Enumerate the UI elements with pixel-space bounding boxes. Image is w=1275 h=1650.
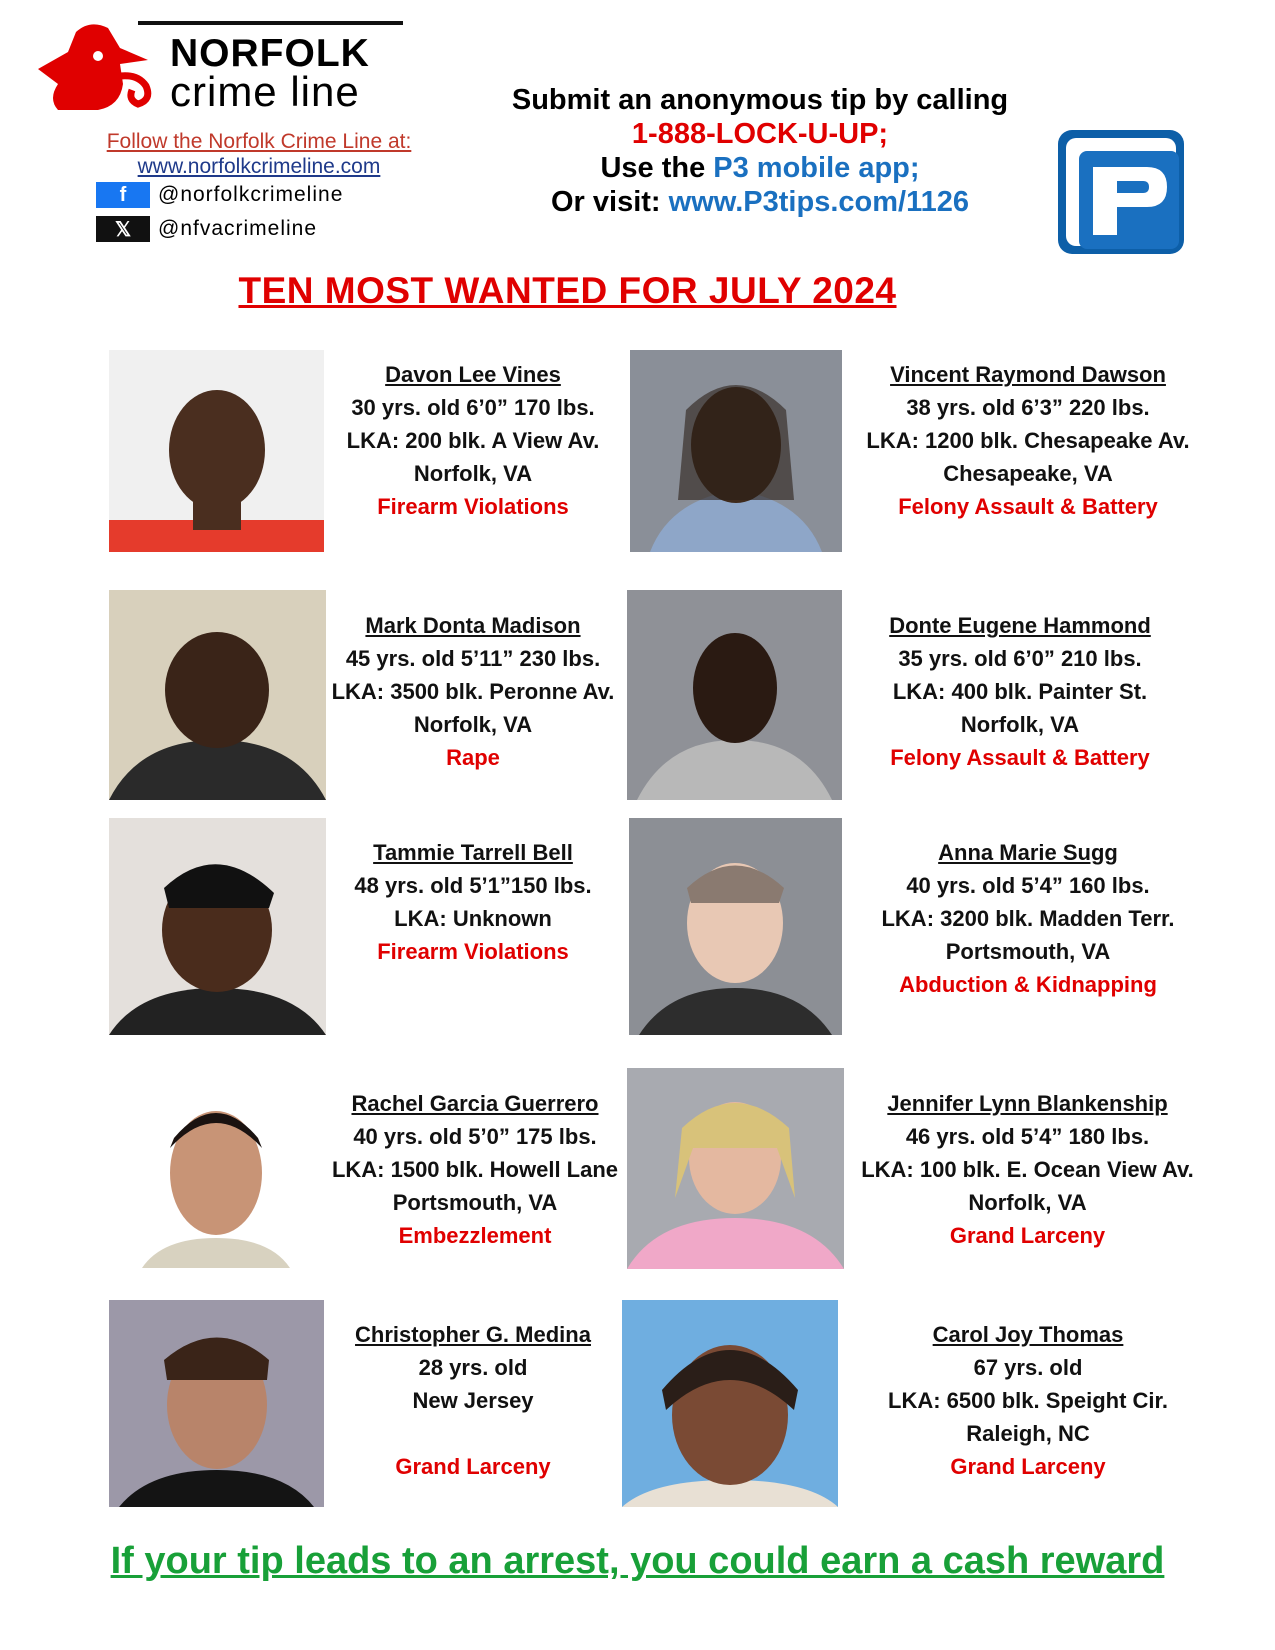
mugshot-photo [630,350,842,552]
wanted-city: Norfolk, VA [960,712,1080,737]
website-link[interactable]: www.norfolkcrimeline.com [137,155,381,178]
detective-logo-icon [28,14,168,114]
wanted-crime: Grand Larceny [950,1454,1106,1479]
wanted-crime: Felony Assault & Battery [898,494,1158,519]
facebook-row[interactable] [96,182,343,208]
wanted-name: Donte Eugene Hammond [889,613,1151,638]
wanted-lka: LKA: 3200 blk. Madden Terr. [881,906,1175,931]
footer-reward-text: If your tip leads to an arrest, you could earn a cash reward [110,1540,1165,1582]
wanted-crime: Firearm Violations [377,939,569,964]
wanted-card-10 [848,1318,1208,1483]
wanted-stats: 38 yrs. old 6’3” 220 lbs. [906,395,1150,420]
wanted-lka: LKA: 1200 blk. Chesapeake Av. [866,428,1190,453]
wanted-lka: LKA: 1500 blk. Howell Lane [331,1157,619,1182]
wanted-name: Carol Joy Thomas [932,1322,1124,1347]
p3-url-link[interactable]: www.P3tips.com/1126 [668,186,969,218]
tip-phone[interactable]: 1-888-LOCK-U-UP; [631,118,889,150]
mugshot-photo [622,1300,838,1507]
wanted-name: Rachel Garcia Guerrero [351,1091,599,1116]
wanted-city: Portsmouth, VA [392,1190,558,1215]
wanted-card-3 [308,609,638,774]
wanted-name: Jennifer Lynn Blankenship [887,1091,1168,1116]
mugshot-photo [627,590,842,800]
x-handle: @nfvacrimeline [158,217,318,240]
mugshot-photo [627,1068,844,1269]
page-title: TEN MOST WANTED FOR JULY 2024 [238,270,897,311]
wanted-card-4 [840,609,1200,774]
wanted-crime: Abduction & Kidnapping [899,972,1157,997]
wanted-lka: LKA: 6500 blk. Speight Cir. [888,1388,1168,1413]
tip-line-1: Submit an anonymous tip by calling [511,84,1009,116]
wanted-city: Portsmouth, VA [945,939,1111,964]
wanted-name: Mark Donta Madison [365,613,581,638]
wanted-name: Christopher G. Medina [355,1322,591,1347]
wanted-name: Davon Lee Vines [385,362,561,387]
wanted-lka: New Jersey [412,1388,534,1413]
tip-block [460,83,1060,219]
wanted-lka: LKA: 400 blk. Painter St. [892,679,1148,704]
follow-heading: Follow the Norfolk Crime Line at: [106,130,412,153]
wanted-name: Vincent Raymond Dawson [890,362,1166,387]
wanted-lka: LKA: 200 blk. A View Av. [346,428,600,453]
wanted-name: Tammie Tarrell Bell [373,840,573,865]
wanted-crime: Grand Larceny [949,1223,1106,1248]
spacer [308,1417,638,1450]
mugshot-photo [142,1078,290,1268]
tip-line-3: Use the P3 mobile app; [600,152,920,184]
wanted-stats: 45 yrs. old 5’11” 230 lbs. [345,646,601,671]
mugshot-photo [109,818,326,1035]
wanted-city: Norfolk, VA [968,1190,1087,1215]
x-icon: 𝕏 [96,216,150,242]
wanted-card-6 [848,836,1208,1001]
facebook-icon: f [96,182,150,208]
wanted-card-1 [308,358,638,523]
wanted-stats: 48 yrs. old 5’1”150 lbs. [354,873,592,898]
mugshot-photo [109,350,324,552]
wanted-stats: 30 yrs. old 6’0” 170 lbs. [351,395,595,420]
wanted-lka: LKA: 3500 blk. Peronne Av. [331,679,615,704]
wanted-stats: 35 yrs. old 6’0” 210 lbs. [898,646,1142,671]
wanted-stats: 67 yrs. old [973,1355,1083,1380]
wanted-lka: LKA: 100 blk. E. Ocean View Av. [861,1157,1194,1182]
logo-crimeline-text: crime line [170,68,360,115]
wanted-crime: Grand Larceny [395,1454,551,1479]
p3-app-link[interactable]: P3 mobile app; [713,152,920,184]
wanted-crime: Rape [446,745,500,770]
wanted-crime: Embezzlement [398,1223,552,1248]
wanted-card-5 [308,836,638,968]
wanted-card-9 [308,1318,638,1483]
wanted-stats: 46 yrs. old 5’4” 180 lbs. [905,1124,1150,1149]
wanted-card-7 [310,1087,640,1252]
wanted-card-2 [848,358,1208,523]
wanted-name: Anna Marie Sugg [938,840,1118,865]
logo-rule [138,21,403,25]
mugshot-photo [109,1300,324,1507]
wanted-city: Norfolk, VA [413,461,533,486]
wanted-city: Chesapeake, VA [943,461,1113,486]
tip-line-4: Or visit: www.P3tips.com/1126 [551,186,969,218]
wanted-stats: 40 yrs. old 5’4” 160 lbs. [906,873,1150,898]
p3-logo-icon [1058,130,1184,254]
logo-norfolk-text: NORFOLK [170,32,370,75]
wanted-lka: LKA: Unknown [394,906,552,931]
wanted-crime: Firearm Violations [377,494,569,519]
x-row[interactable] [96,216,317,242]
mugshot-photo [629,818,842,1035]
wanted-stats: 40 yrs. old 5’0” 175 lbs. [353,1124,597,1149]
wanted-stats: 28 yrs. old [418,1355,528,1380]
wanted-city: Norfolk, VA [413,712,533,737]
wanted-city: Raleigh, NC [966,1421,1090,1446]
facebook-handle: @norfolkcrimeline [158,183,344,206]
wanted-crime: Felony Assault & Battery [890,745,1150,770]
mugshot-photo [109,590,326,800]
wanted-card-8 [840,1087,1215,1252]
